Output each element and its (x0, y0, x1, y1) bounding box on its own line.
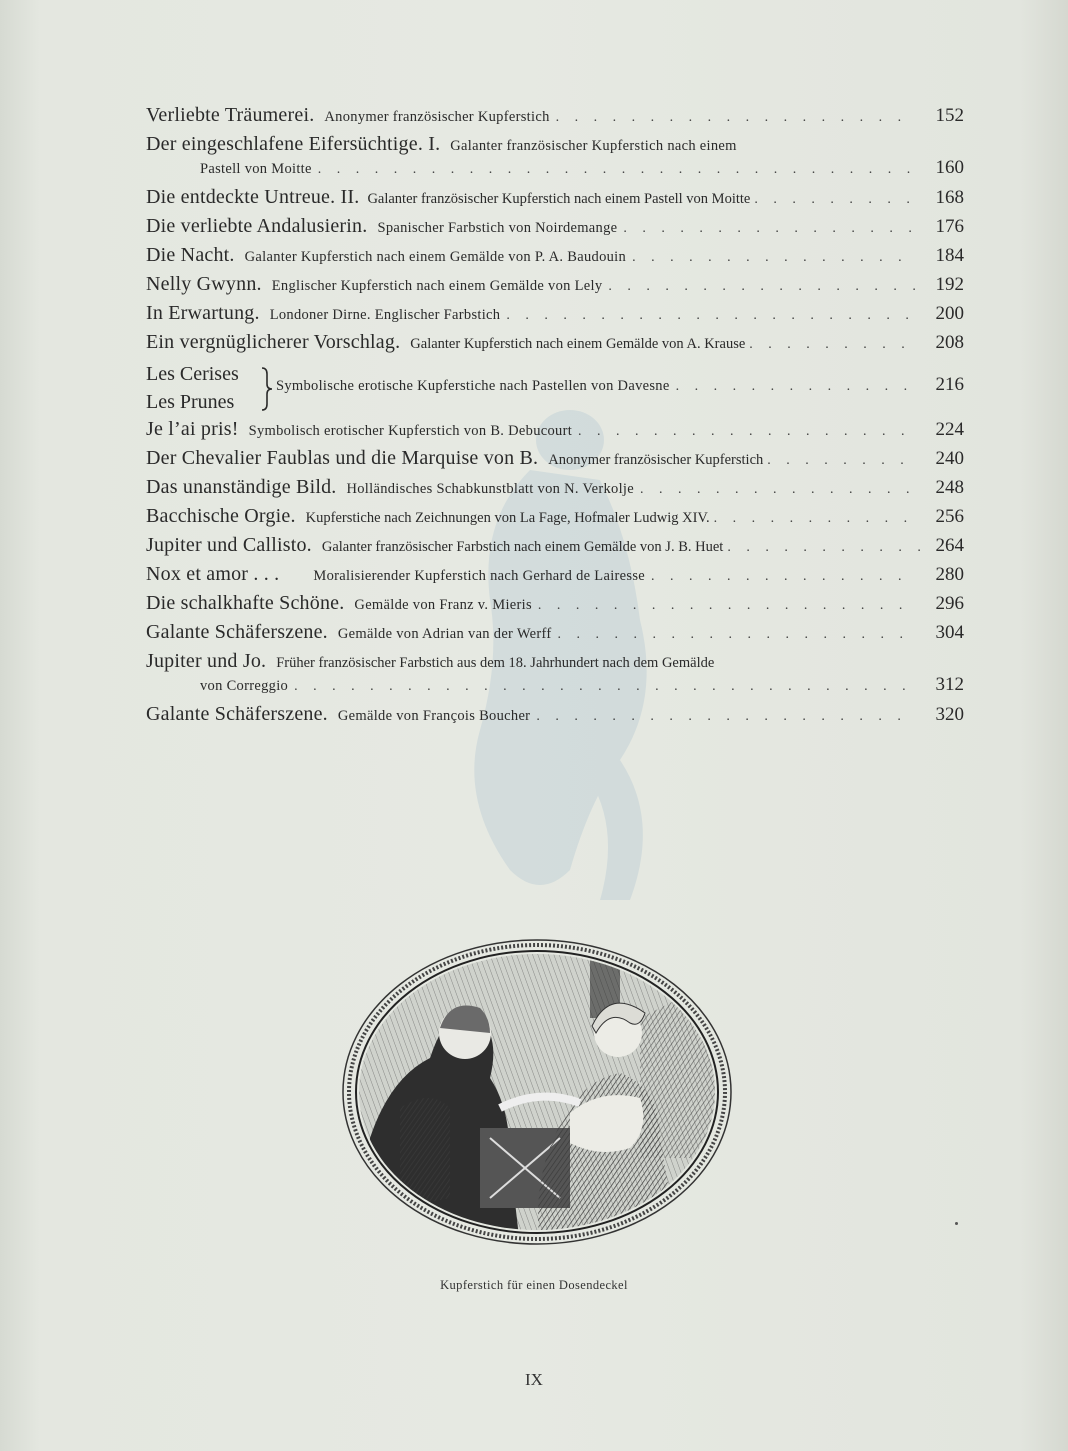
toc-entry-6 (146, 273, 964, 302)
page-number: 168 (935, 187, 964, 208)
entry-title: Les Prunes (146, 391, 235, 413)
leader-dots (558, 627, 916, 643)
entry-title: Galante Schäferszene. (146, 703, 328, 725)
leader-dots (506, 308, 916, 324)
entry-title: Galante Schäferszene. (146, 621, 328, 643)
leader-dots (556, 110, 916, 126)
page-number: 160 (935, 157, 964, 178)
leader-dots (632, 250, 916, 266)
entry-description: Galanter französischer Farbstich nach einem Gemälde von J. B. Huet (321, 539, 724, 555)
leader-dots (318, 162, 916, 178)
entry-title: Je l’ai pris! (146, 418, 239, 440)
leader-dots (608, 279, 916, 295)
toc-entry-16 (146, 621, 964, 650)
page-number: 200 (935, 303, 964, 324)
toc-entry-7 (146, 302, 964, 331)
entry-description: Symbolische erotische Kupferstiche nach Pastellen von Davesne (276, 378, 670, 394)
leader-dots (749, 337, 920, 353)
leader-dots (727, 540, 920, 556)
toc-entry-brace (146, 360, 964, 418)
entry-description: Gemälde von Franz v. Mieris (354, 597, 532, 613)
page-number: 256 (935, 506, 964, 527)
leader-dots (714, 511, 920, 527)
entry-description: Anonymer französischer Kupferstich (324, 109, 550, 125)
page-number: 152 (935, 105, 964, 126)
entry-description: Gemälde von Adrian van der Werff (337, 626, 552, 642)
toc-entry-17 (146, 650, 964, 703)
entry-title: Nelly Gwynn. (146, 273, 262, 295)
entry-title: Der Chevalier Faublas und die Marquise von B. (146, 447, 539, 469)
page-number: 240 (935, 448, 964, 469)
entry-description: Galanter Kupferstich nach einem Gemälde von P. A. Baudouin (244, 249, 627, 265)
toc-entry-15 (146, 592, 964, 621)
leader-dots (640, 482, 916, 498)
oval-engraving-illustration (340, 938, 734, 1246)
toc-entry-9 (146, 418, 964, 447)
page-number: 304 (935, 622, 964, 643)
toc-entry-5 (146, 244, 964, 273)
page-number: 280 (935, 564, 964, 585)
entry-title: Jupiter und Jo. (146, 650, 267, 672)
entry-title: Bacchische Orgie. (146, 505, 296, 527)
entry-title: Verliebte Träumerei. (146, 104, 315, 126)
page-number: 296 (935, 593, 964, 614)
entry-description-continued: Pastell von Moitte (200, 161, 312, 177)
entry-title: Der eingeschlafene Eifersüchtige. I. (146, 133, 441, 155)
toc-entry-10 (146, 447, 964, 476)
leader-dots (623, 221, 916, 237)
entry-title: Die Nacht. (146, 244, 235, 266)
leader-dots (676, 379, 916, 395)
toc-entry-1 (146, 104, 964, 133)
page-number: 248 (935, 477, 964, 498)
toc-entry-18 (146, 703, 964, 732)
entry-description: Kupferstiche nach Zeichnungen von La Fage, Hofmaler Ludwig XIV. (305, 510, 710, 526)
entry-title: Les Cerises (146, 363, 239, 385)
entry-title: Ein vergnüglicherer Vorschlag. (146, 331, 401, 353)
table-of-contents (146, 104, 964, 732)
page-number: 216 (935, 374, 964, 395)
entry-title: Das unanständige Bild. (146, 476, 337, 498)
leader-dots (536, 709, 916, 725)
curly-brace-icon (258, 366, 274, 412)
leader-dots (294, 679, 916, 695)
page-number: 192 (935, 274, 964, 295)
entry-description: Londoner Dirne. Englischer Farbstich (269, 307, 501, 323)
entry-description: Moralisierender Kupferstich nach Gerhard de Lairesse (313, 568, 646, 584)
toc-entry-3 (146, 186, 964, 215)
toc-entry-8 (146, 331, 964, 360)
entry-description: Symbolisch erotischer Kupferstich von B. Debucourt (248, 423, 573, 439)
toc-entry-4 (146, 215, 964, 244)
entry-title: Die schalkhafte Schöne. (146, 592, 345, 614)
entry-description-continued: von Correggio (200, 678, 289, 694)
entry-title: Die verliebte Andalusierin. (146, 215, 368, 237)
entry-title: Jupiter und Callisto. (146, 534, 312, 556)
toc-entry-13 (146, 534, 964, 563)
page-number: 224 (935, 419, 964, 440)
entry-title: In Erwartung. (146, 302, 260, 324)
entry-title: Nox et amor . . . (146, 563, 280, 585)
page-number: 264 (935, 535, 964, 556)
leader-dots (578, 424, 916, 440)
entry-description: Englischer Kupferstich nach einem Gemälde von Lely (271, 278, 603, 294)
leader-dots (651, 569, 916, 585)
entry-description: Gemälde von François Boucher (337, 708, 531, 724)
entry-description: Galanter Kupferstich nach einem Gemälde von A. Krause (410, 336, 746, 352)
page-number: 176 (935, 216, 964, 237)
entry-description: Früher französischer Farbstich aus dem 18. Jahrhundert nach dem Gemälde (276, 655, 715, 671)
leader-dots (538, 598, 916, 614)
page-number: 184 (935, 245, 964, 266)
leader-dots (767, 453, 920, 469)
toc-entry-14 (146, 563, 964, 592)
toc-entry-12 (146, 505, 964, 534)
entry-description: Galanter französischer Kupferstich nach einem Pastell von Moitte (367, 191, 751, 207)
toc-entry-2 (146, 133, 964, 186)
illustration-caption: Kupferstich für einen Dosendeckel (440, 1278, 628, 1292)
entry-title: Die entdeckte Untreue. II. (146, 186, 360, 208)
page-number: 312 (935, 674, 964, 695)
entry-description: Holländisches Schabkunstblatt von N. Verkolje (346, 481, 634, 497)
entry-description: Spanischer Farbstich von Noirdemange (377, 220, 618, 236)
paper-speck (955, 1222, 958, 1225)
page-folio: IX (525, 1370, 543, 1389)
page-number: 320 (935, 704, 964, 725)
leader-dots (754, 192, 920, 208)
page-number: 208 (935, 332, 964, 353)
toc-entry-11 (146, 476, 964, 505)
entry-description: Galanter französischer Kupferstich nach einem (450, 138, 737, 154)
entry-description: Anonymer französischer Kupferstich (548, 452, 764, 468)
